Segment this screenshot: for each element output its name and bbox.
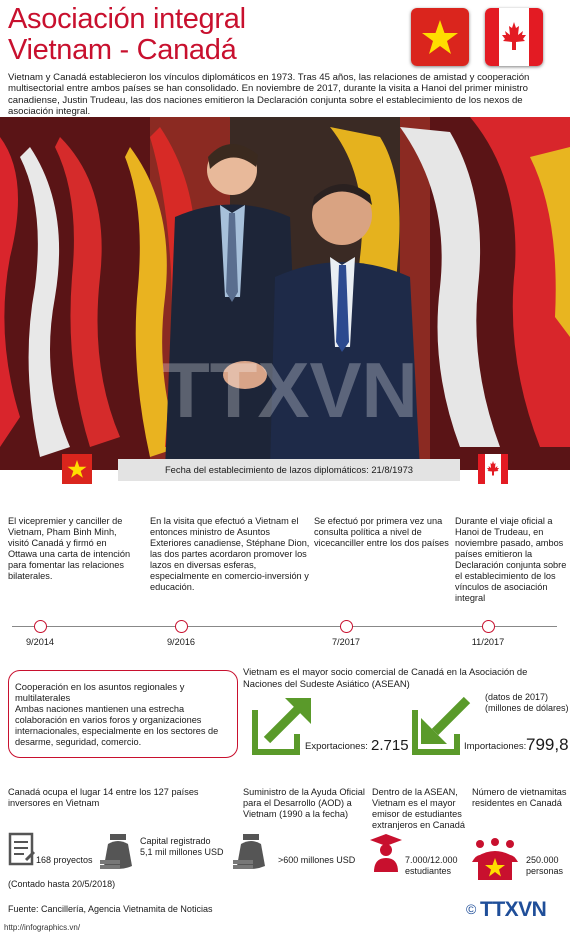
residents-title: Número de vietnamitas residentes en Canadá xyxy=(472,787,567,808)
timeline-event-2: En la visita que efectuó a Vietnam el entonces ministro de Asuntos Exteriores canadiense, Stéphane Dion, las dos partes acordaron promover los lazos en diversas esferas, especialmente en comercio-inversión y educación. xyxy=(150,516,310,592)
timeline-dot-4 xyxy=(482,620,495,633)
residents-block xyxy=(526,855,563,877)
intro-text: Vietnam y Canadá establecieron los vínculos diplomáticos en 1973. Tras 45 años, las relaciones de amistad y cooperación multisectorial entre ambos países se han consolidado. En noviembre de 2017, durante la visita a Hanoi del primer ministro canadiense, Justin Trudeau, las dos naciones emitieron la Declaración conjunta sobre el establecimiento de los nexos de asociación integral. xyxy=(8,72,530,117)
photo-watermark: TTXVN xyxy=(162,346,418,434)
ttxvn-logo: TTXVN xyxy=(480,898,547,921)
trade-title: Vietnam es el mayor socio comercial de Canadá en la Asociación de Naciones del Sudeste Asiático (ASEAN) xyxy=(243,666,528,689)
investment-cutoff: (Contado hasta 20/5/2018) xyxy=(8,879,116,889)
title-line-2: Vietnam - Canadá xyxy=(8,34,237,66)
timeline-event-3: Se efectuó por primera vez una consulta política a nivel de vicecanciller entre los dos países xyxy=(314,516,449,548)
residents-people-icon xyxy=(470,836,520,880)
capital-label: Capital registrado xyxy=(140,836,211,846)
timeline-dot-1 xyxy=(34,620,47,633)
students-block xyxy=(405,855,458,877)
timeline-date-4: 11/2017 xyxy=(471,637,505,647)
trade-note xyxy=(485,692,569,714)
students-title: Dentro de la ASEAN, Vietnam es el mayor emisor de estudiantes extranjeros en Canadá xyxy=(372,787,465,830)
exports-label: Exportaciones: xyxy=(305,741,368,752)
diplomatic-date-bar xyxy=(0,454,570,484)
projects-value: 168 proyectos xyxy=(36,855,93,865)
timeline-dot-3 xyxy=(340,620,353,633)
imports-value: 799,8 xyxy=(526,735,569,754)
residents-unit: personas xyxy=(526,866,564,876)
leaders-photo xyxy=(0,117,570,470)
source-text: Fuente: Cancillería, Agencia Vietnamita de Noticias xyxy=(8,904,213,914)
title-line-1: Asociación integral xyxy=(8,3,246,35)
capital-block xyxy=(140,836,224,858)
student-icon xyxy=(370,832,402,872)
cooperation-title: Cooperación en los asuntos regionales y multilaterales xyxy=(15,681,185,703)
aid-money-bag-icon xyxy=(233,832,269,872)
infographics-url[interactable]: http://infographics.vn/ xyxy=(4,923,81,932)
timeline-event-4: Durante el viaje oficial a Hanoi de Trudeau, en noviembre pasado, ambos países emitieron la Declaración conjunta sobre el establecimiento de los vínculos de asociación integral xyxy=(455,516,567,603)
canada-small-flag-icon xyxy=(478,454,508,484)
document-icon xyxy=(8,832,36,868)
diplomatic-date-text: Fecha del establecimiento de lazos diplomáticos: 21/8/1973 xyxy=(164,464,414,475)
money-bag-icon xyxy=(100,832,136,872)
aid-value: >600 millones USD xyxy=(278,855,356,865)
trade-note-year: (datos de 2017) xyxy=(485,692,549,702)
exports-value: 2.715 xyxy=(371,737,409,754)
timeline-line xyxy=(12,626,557,627)
cooperation-box xyxy=(8,670,238,758)
capital-value: 5,1 mil millones USD xyxy=(140,847,224,857)
timeline-date-3: 7/2017 xyxy=(331,637,361,647)
imports-label: Importaciones: xyxy=(464,741,527,752)
residents-value: 250.000 xyxy=(526,855,559,865)
cooperation-body: Ambas naciones mantienen una estrecha colaboración en varios foros y organizaciones internacionales, especialmente en los sectores de desarme, seguridad, comercio. xyxy=(15,704,219,747)
aid-title: Suministro de la Ayuda Oficial para el Desarrollo (AOD) a Vietnam (1990 a la fecha) xyxy=(243,787,365,819)
timeline-date-2: 9/2016 xyxy=(166,637,196,647)
trade-note-unit: (millones de dólares) xyxy=(485,703,569,713)
page-title xyxy=(8,4,388,66)
students-value: 7.000/12.000 xyxy=(405,855,458,865)
vietnam-small-flag-icon xyxy=(62,454,92,484)
vietnam-flag-icon xyxy=(411,8,469,66)
investment-title: Canadá ocupa el lugar 14 entre los 127 países inversores en Vietnam xyxy=(8,787,199,808)
timeline-event-1: El vicepremier y canciller de Vietnam, Pham Binh Minh, visitó Canadá y firmó en Ottawa una carta de intención para fomentar las relaciones bilaterales. xyxy=(8,516,131,581)
canada-flag-icon xyxy=(485,8,543,66)
date-strip xyxy=(118,459,460,481)
copyright-symbol: © xyxy=(466,901,477,917)
timeline-dot-2 xyxy=(175,620,188,633)
timeline-date-1: 9/2014 xyxy=(25,637,55,647)
students-unit: estudiantes xyxy=(405,866,452,876)
